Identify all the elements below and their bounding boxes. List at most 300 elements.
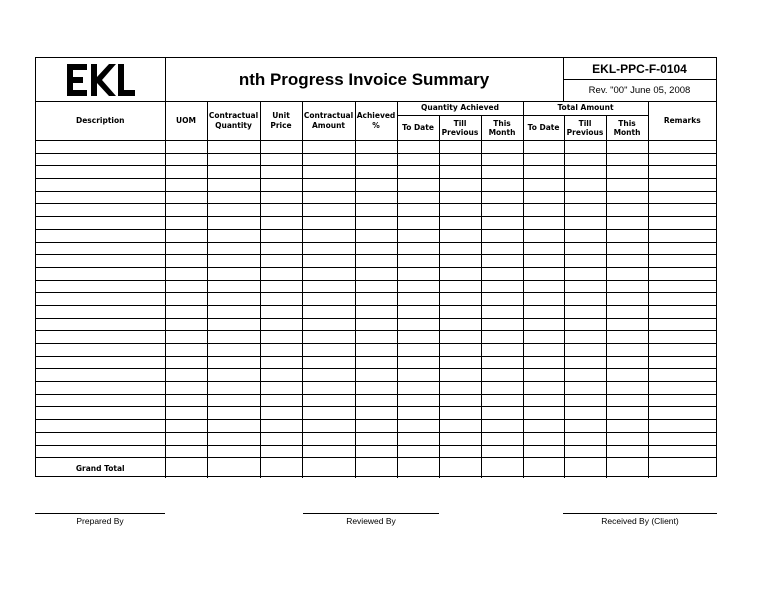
table-cell[interactable]	[523, 331, 564, 344]
table-cell[interactable]	[302, 305, 355, 318]
table-cell[interactable]	[207, 229, 260, 242]
table-cell[interactable]	[648, 280, 716, 293]
table-cell[interactable]	[355, 318, 397, 331]
table-cell[interactable]	[564, 407, 606, 420]
table-cell[interactable]	[207, 166, 260, 179]
table-cell[interactable]	[36, 255, 165, 268]
table-cell[interactable]	[523, 293, 564, 306]
table-cell[interactable]	[481, 217, 523, 230]
table-cell[interactable]	[355, 344, 397, 357]
table-cell[interactable]	[481, 166, 523, 179]
table-cell[interactable]	[523, 432, 564, 445]
table-cell[interactable]	[606, 356, 648, 369]
table-cell[interactable]	[260, 204, 302, 217]
table-cell[interactable]	[165, 280, 207, 293]
table-cell[interactable]	[481, 293, 523, 306]
table-cell[interactable]	[397, 191, 439, 204]
table-cell[interactable]	[523, 369, 564, 382]
table-cell[interactable]	[207, 382, 260, 395]
table-cell[interactable]	[648, 153, 716, 166]
table-cell[interactable]	[564, 344, 606, 357]
grand-total-cell[interactable]	[648, 458, 716, 479]
table-cell[interactable]	[260, 217, 302, 230]
table-cell[interactable]	[648, 305, 716, 318]
table-cell[interactable]	[648, 331, 716, 344]
table-cell[interactable]	[207, 217, 260, 230]
table-cell[interactable]	[439, 382, 481, 395]
table-cell[interactable]	[36, 407, 165, 420]
table-cell[interactable]	[36, 432, 165, 445]
table-cell[interactable]	[606, 331, 648, 344]
table-cell[interactable]	[606, 267, 648, 280]
table-cell[interactable]	[523, 344, 564, 357]
table-cell[interactable]	[481, 179, 523, 192]
table-cell[interactable]	[302, 318, 355, 331]
table-cell[interactable]	[36, 344, 165, 357]
table-cell[interactable]	[165, 394, 207, 407]
table-cell[interactable]	[397, 229, 439, 242]
table-cell[interactable]	[648, 229, 716, 242]
table-cell[interactable]	[523, 191, 564, 204]
table-cell[interactable]	[523, 305, 564, 318]
table-cell[interactable]	[648, 217, 716, 230]
table-cell[interactable]	[207, 356, 260, 369]
table-cell[interactable]	[439, 217, 481, 230]
table-cell[interactable]	[481, 141, 523, 154]
table-cell[interactable]	[523, 166, 564, 179]
table-cell[interactable]	[523, 445, 564, 458]
table-cell[interactable]	[648, 204, 716, 217]
table-cell[interactable]	[36, 280, 165, 293]
table-cell[interactable]	[397, 305, 439, 318]
table-cell[interactable]	[523, 394, 564, 407]
table-cell[interactable]	[207, 191, 260, 204]
table-cell[interactable]	[481, 305, 523, 318]
table-cell[interactable]	[207, 267, 260, 280]
table-cell[interactable]	[564, 204, 606, 217]
table-cell[interactable]	[355, 445, 397, 458]
table-cell[interactable]	[397, 153, 439, 166]
table-cell[interactable]	[355, 280, 397, 293]
table-cell[interactable]	[481, 242, 523, 255]
table-cell[interactable]	[648, 191, 716, 204]
table-cell[interactable]	[439, 204, 481, 217]
table-cell[interactable]	[207, 179, 260, 192]
table-cell[interactable]	[606, 153, 648, 166]
table-cell[interactable]	[481, 369, 523, 382]
table-cell[interactable]	[564, 432, 606, 445]
table-cell[interactable]	[36, 191, 165, 204]
table-cell[interactable]	[523, 267, 564, 280]
table-cell[interactable]	[397, 432, 439, 445]
table-cell[interactable]	[523, 217, 564, 230]
table-cell[interactable]	[648, 255, 716, 268]
table-cell[interactable]	[564, 255, 606, 268]
table-cell[interactable]	[207, 369, 260, 382]
table-cell[interactable]	[564, 445, 606, 458]
table-cell[interactable]	[302, 445, 355, 458]
table-cell[interactable]	[355, 382, 397, 395]
table-cell[interactable]	[260, 420, 302, 433]
table-cell[interactable]	[397, 242, 439, 255]
table-cell[interactable]	[165, 331, 207, 344]
table-cell[interactable]	[397, 141, 439, 154]
table-cell[interactable]	[648, 293, 716, 306]
table-cell[interactable]	[648, 394, 716, 407]
table-cell[interactable]	[481, 204, 523, 217]
table-cell[interactable]	[648, 356, 716, 369]
table-cell[interactable]	[481, 356, 523, 369]
grand-total-cell[interactable]	[564, 458, 606, 479]
table-cell[interactable]	[36, 166, 165, 179]
table-cell[interactable]	[36, 318, 165, 331]
table-cell[interactable]	[36, 420, 165, 433]
table-cell[interactable]	[606, 407, 648, 420]
table-cell[interactable]	[355, 369, 397, 382]
table-cell[interactable]	[355, 356, 397, 369]
table-cell[interactable]	[481, 255, 523, 268]
grand-total-cell[interactable]	[260, 458, 302, 479]
table-cell[interactable]	[439, 420, 481, 433]
table-cell[interactable]	[36, 229, 165, 242]
table-cell[interactable]	[439, 280, 481, 293]
table-cell[interactable]	[439, 141, 481, 154]
table-cell[interactable]	[523, 407, 564, 420]
table-cell[interactable]	[165, 229, 207, 242]
table-cell[interactable]	[36, 305, 165, 318]
table-cell[interactable]	[648, 318, 716, 331]
table-cell[interactable]	[439, 166, 481, 179]
table-cell[interactable]	[36, 242, 165, 255]
table-cell[interactable]	[355, 204, 397, 217]
table-cell[interactable]	[439, 344, 481, 357]
table-cell[interactable]	[260, 369, 302, 382]
table-cell[interactable]	[260, 229, 302, 242]
table-cell[interactable]	[36, 179, 165, 192]
grand-total-cell[interactable]	[302, 458, 355, 479]
table-cell[interactable]	[481, 229, 523, 242]
grand-total-cell[interactable]	[397, 458, 439, 479]
table-cell[interactable]	[302, 382, 355, 395]
table-cell[interactable]	[439, 267, 481, 280]
table-cell[interactable]	[36, 153, 165, 166]
table-cell[interactable]	[355, 432, 397, 445]
table-cell[interactable]	[564, 229, 606, 242]
table-cell[interactable]	[36, 293, 165, 306]
table-cell[interactable]	[260, 382, 302, 395]
table-cell[interactable]	[302, 420, 355, 433]
table-cell[interactable]	[564, 356, 606, 369]
table-cell[interactable]	[260, 179, 302, 192]
table-cell[interactable]	[355, 394, 397, 407]
table-cell[interactable]	[523, 141, 564, 154]
table-cell[interactable]	[302, 217, 355, 230]
table-cell[interactable]	[260, 141, 302, 154]
grand-total-cell[interactable]	[523, 458, 564, 479]
table-cell[interactable]	[397, 166, 439, 179]
table-cell[interactable]	[260, 293, 302, 306]
table-cell[interactable]	[523, 242, 564, 255]
table-cell[interactable]	[302, 141, 355, 154]
table-cell[interactable]	[439, 394, 481, 407]
table-cell[interactable]	[302, 344, 355, 357]
table-cell[interactable]	[36, 204, 165, 217]
table-cell[interactable]	[302, 229, 355, 242]
table-cell[interactable]	[523, 179, 564, 192]
table-cell[interactable]	[439, 318, 481, 331]
table-cell[interactable]	[397, 217, 439, 230]
table-cell[interactable]	[606, 293, 648, 306]
table-cell[interactable]	[564, 267, 606, 280]
table-cell[interactable]	[165, 217, 207, 230]
table-cell[interactable]	[648, 179, 716, 192]
table-cell[interactable]	[523, 356, 564, 369]
table-cell[interactable]	[397, 255, 439, 268]
table-cell[interactable]	[439, 305, 481, 318]
table-cell[interactable]	[606, 166, 648, 179]
table-cell[interactable]	[481, 420, 523, 433]
table-cell[interactable]	[481, 318, 523, 331]
table-cell[interactable]	[302, 204, 355, 217]
table-cell[interactable]	[165, 432, 207, 445]
table-cell[interactable]	[165, 255, 207, 268]
table-cell[interactable]	[207, 344, 260, 357]
table-cell[interactable]	[355, 217, 397, 230]
table-cell[interactable]	[606, 217, 648, 230]
table-cell[interactable]	[355, 255, 397, 268]
table-cell[interactable]	[648, 141, 716, 154]
table-cell[interactable]	[165, 153, 207, 166]
table-cell[interactable]	[397, 344, 439, 357]
table-cell[interactable]	[302, 280, 355, 293]
table-cell[interactable]	[260, 344, 302, 357]
table-cell[interactable]	[355, 229, 397, 242]
table-cell[interactable]	[207, 407, 260, 420]
table-cell[interactable]	[481, 267, 523, 280]
table-cell[interactable]	[648, 445, 716, 458]
table-cell[interactable]	[564, 166, 606, 179]
table-cell[interactable]	[207, 420, 260, 433]
table-cell[interactable]	[481, 382, 523, 395]
table-cell[interactable]	[165, 166, 207, 179]
table-cell[interactable]	[165, 318, 207, 331]
table-cell[interactable]	[648, 382, 716, 395]
table-cell[interactable]	[481, 331, 523, 344]
table-cell[interactable]	[165, 179, 207, 192]
table-cell[interactable]	[355, 141, 397, 154]
table-cell[interactable]	[564, 141, 606, 154]
table-cell[interactable]	[36, 382, 165, 395]
table-cell[interactable]	[302, 179, 355, 192]
table-cell[interactable]	[36, 369, 165, 382]
table-cell[interactable]	[564, 153, 606, 166]
table-cell[interactable]	[439, 191, 481, 204]
table-cell[interactable]	[355, 331, 397, 344]
table-cell[interactable]	[606, 318, 648, 331]
table-cell[interactable]	[260, 394, 302, 407]
table-cell[interactable]	[481, 407, 523, 420]
table-cell[interactable]	[564, 382, 606, 395]
table-cell[interactable]	[207, 204, 260, 217]
table-cell[interactable]	[606, 394, 648, 407]
table-cell[interactable]	[165, 445, 207, 458]
table-cell[interactable]	[302, 242, 355, 255]
table-cell[interactable]	[397, 369, 439, 382]
table-cell[interactable]	[564, 217, 606, 230]
table-cell[interactable]	[165, 141, 207, 154]
table-cell[interactable]	[355, 305, 397, 318]
table-cell[interactable]	[606, 420, 648, 433]
table-cell[interactable]	[397, 267, 439, 280]
table-cell[interactable]	[207, 432, 260, 445]
table-cell[interactable]	[564, 420, 606, 433]
table-cell[interactable]	[302, 407, 355, 420]
table-cell[interactable]	[439, 331, 481, 344]
table-cell[interactable]	[260, 331, 302, 344]
table-cell[interactable]	[564, 242, 606, 255]
table-cell[interactable]	[523, 229, 564, 242]
table-cell[interactable]	[439, 369, 481, 382]
table-cell[interactable]	[165, 242, 207, 255]
table-cell[interactable]	[207, 331, 260, 344]
table-cell[interactable]	[165, 369, 207, 382]
table-cell[interactable]	[523, 280, 564, 293]
table-cell[interactable]	[302, 394, 355, 407]
table-cell[interactable]	[302, 356, 355, 369]
table-cell[interactable]	[481, 394, 523, 407]
table-cell[interactable]	[302, 293, 355, 306]
table-cell[interactable]	[564, 369, 606, 382]
table-cell[interactable]	[564, 179, 606, 192]
table-cell[interactable]	[260, 432, 302, 445]
table-cell[interactable]	[439, 445, 481, 458]
grand-total-cell[interactable]	[606, 458, 648, 479]
table-cell[interactable]	[207, 255, 260, 268]
table-cell[interactable]	[397, 382, 439, 395]
table-cell[interactable]	[397, 356, 439, 369]
table-cell[interactable]	[606, 369, 648, 382]
table-cell[interactable]	[260, 318, 302, 331]
table-cell[interactable]	[355, 242, 397, 255]
table-cell[interactable]	[207, 141, 260, 154]
table-cell[interactable]	[564, 331, 606, 344]
table-cell[interactable]	[481, 445, 523, 458]
table-cell[interactable]	[260, 255, 302, 268]
table-cell[interactable]	[36, 394, 165, 407]
table-cell[interactable]	[606, 141, 648, 154]
table-cell[interactable]	[260, 445, 302, 458]
table-cell[interactable]	[606, 305, 648, 318]
table-cell[interactable]	[397, 331, 439, 344]
table-cell[interactable]	[606, 179, 648, 192]
table-cell[interactable]	[302, 432, 355, 445]
table-cell[interactable]	[606, 445, 648, 458]
table-cell[interactable]	[439, 293, 481, 306]
table-cell[interactable]	[606, 191, 648, 204]
table-cell[interactable]	[648, 420, 716, 433]
table-cell[interactable]	[648, 407, 716, 420]
table-cell[interactable]	[302, 166, 355, 179]
table-cell[interactable]	[260, 153, 302, 166]
table-cell[interactable]	[648, 369, 716, 382]
table-cell[interactable]	[355, 267, 397, 280]
grand-total-cell[interactable]	[439, 458, 481, 479]
table-cell[interactable]	[260, 267, 302, 280]
table-cell[interactable]	[355, 293, 397, 306]
table-cell[interactable]	[606, 255, 648, 268]
table-cell[interactable]	[606, 344, 648, 357]
table-cell[interactable]	[165, 382, 207, 395]
table-cell[interactable]	[648, 267, 716, 280]
table-cell[interactable]	[165, 293, 207, 306]
table-cell[interactable]	[439, 432, 481, 445]
table-cell[interactable]	[648, 166, 716, 179]
grand-total-cell[interactable]	[481, 458, 523, 479]
table-cell[interactable]	[481, 280, 523, 293]
table-cell[interactable]	[606, 229, 648, 242]
table-cell[interactable]	[439, 356, 481, 369]
table-cell[interactable]	[302, 191, 355, 204]
table-cell[interactable]	[260, 280, 302, 293]
table-cell[interactable]	[439, 179, 481, 192]
table-cell[interactable]	[207, 242, 260, 255]
table-cell[interactable]	[397, 318, 439, 331]
table-cell[interactable]	[260, 305, 302, 318]
table-cell[interactable]	[165, 191, 207, 204]
table-cell[interactable]	[397, 394, 439, 407]
table-cell[interactable]	[165, 204, 207, 217]
table-cell[interactable]	[165, 344, 207, 357]
table-cell[interactable]	[648, 242, 716, 255]
table-cell[interactable]	[260, 191, 302, 204]
grand-total-cell[interactable]	[207, 458, 260, 479]
table-cell[interactable]	[165, 420, 207, 433]
table-cell[interactable]	[564, 293, 606, 306]
table-cell[interactable]	[523, 382, 564, 395]
table-cell[interactable]	[165, 407, 207, 420]
table-cell[interactable]	[648, 344, 716, 357]
table-cell[interactable]	[397, 280, 439, 293]
table-cell[interactable]	[207, 445, 260, 458]
table-cell[interactable]	[397, 204, 439, 217]
table-cell[interactable]	[481, 344, 523, 357]
table-cell[interactable]	[355, 153, 397, 166]
table-cell[interactable]	[165, 356, 207, 369]
table-cell[interactable]	[355, 420, 397, 433]
table-cell[interactable]	[36, 217, 165, 230]
table-cell[interactable]	[397, 179, 439, 192]
table-cell[interactable]	[36, 445, 165, 458]
table-cell[interactable]	[355, 407, 397, 420]
table-cell[interactable]	[207, 293, 260, 306]
table-cell[interactable]	[564, 394, 606, 407]
table-cell[interactable]	[355, 191, 397, 204]
table-cell[interactable]	[165, 267, 207, 280]
table-cell[interactable]	[439, 407, 481, 420]
table-cell[interactable]	[36, 267, 165, 280]
table-cell[interactable]	[302, 153, 355, 166]
table-cell[interactable]	[397, 407, 439, 420]
table-cell[interactable]	[523, 318, 564, 331]
table-cell[interactable]	[36, 356, 165, 369]
table-cell[interactable]	[165, 305, 207, 318]
table-cell[interactable]	[564, 280, 606, 293]
table-cell[interactable]	[302, 331, 355, 344]
table-cell[interactable]	[207, 280, 260, 293]
table-cell[interactable]	[207, 153, 260, 166]
table-cell[interactable]	[397, 293, 439, 306]
table-cell[interactable]	[207, 305, 260, 318]
